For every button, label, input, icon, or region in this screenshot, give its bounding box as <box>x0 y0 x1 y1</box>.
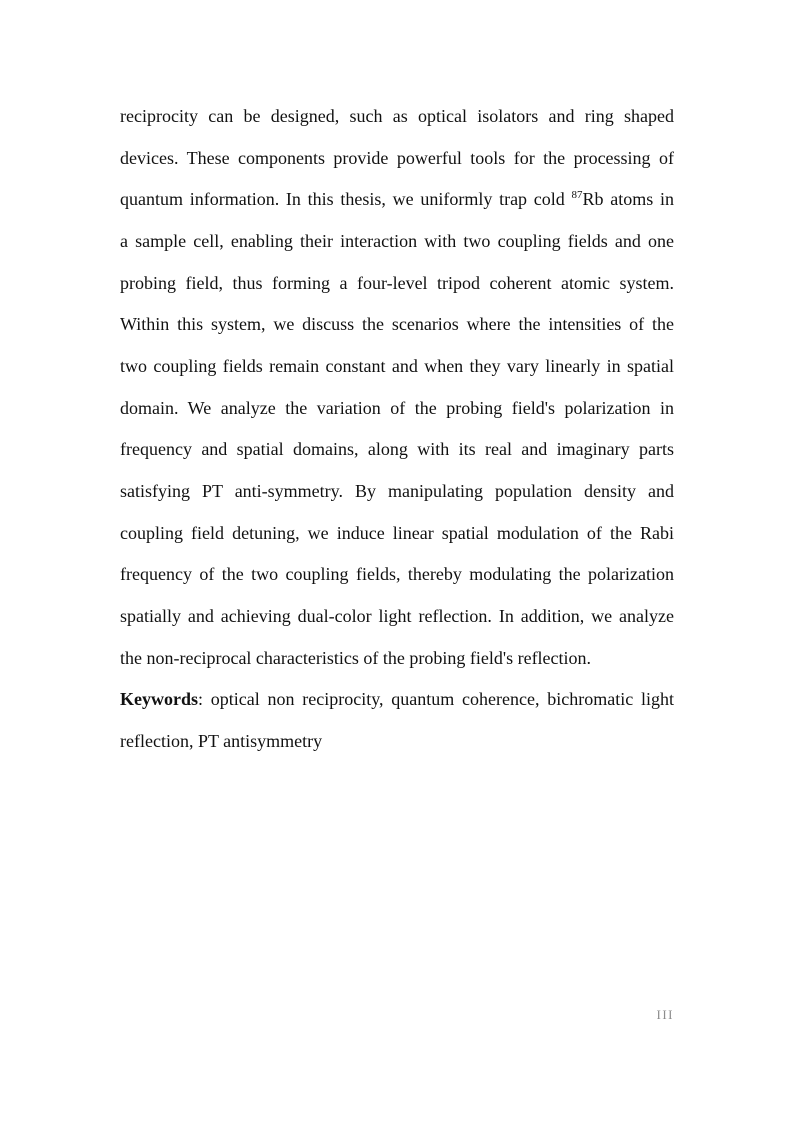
abstract-line-text: Rb atoms in <box>582 189 674 210</box>
abstract-line: frequency and spatial domains, along with its real and imaginary parts <box>120 439 674 460</box>
abstract-line: reciprocity can be designed, such as optical isolators and ring shaped <box>120 106 674 126</box>
abstract-line: domain. We analyze the variation of the probing field's polarization in <box>120 397 674 418</box>
abstract-line: Within this system, we discuss the scenarios where the intensities of the <box>120 314 674 335</box>
abstract-line: the non-reciprocal characteristics of the probing field's reflection. <box>120 647 592 668</box>
keywords-line <box>120 679 674 721</box>
keywords-label: Keywords <box>120 689 198 710</box>
abstract-line: spatially and achieving dual-color light reflection. In addition, we analyze <box>120 605 674 626</box>
abstract-line: a sample cell, enabling their interaction with two coupling fields and one <box>120 230 674 251</box>
isotope-superscript: 87 <box>571 189 583 202</box>
abstract-line <box>120 179 674 221</box>
keywords-text: : optical non reciprocity, quantum coherence, bichromatic light <box>198 689 674 710</box>
abstract-line: probing field, thus forming a four-level tripod coherent atomic system. <box>120 272 674 293</box>
page-number: III <box>656 1007 674 1022</box>
abstract-line: two coupling fields remain constant and when they vary linearly in spatial <box>120 355 674 376</box>
abstract-line: coupling field detuning, we induce linear spatial modulation of the Rabi <box>120 522 674 543</box>
abstract-line: frequency of the two coupling fields, thereby modulating the polarization <box>120 564 674 585</box>
abstract-line: satisfying PT anti-symmetry. By manipulating population density and <box>120 480 674 501</box>
abstract-text <box>120 96 674 763</box>
abstract-line: devices. These components provide powerful tools for the processing of <box>120 147 674 168</box>
abstract-line-text: quantum information. In this thesis, we uniformly trap cold <box>120 189 572 210</box>
keywords-line: reflection, PT antisymmetry <box>120 730 323 751</box>
